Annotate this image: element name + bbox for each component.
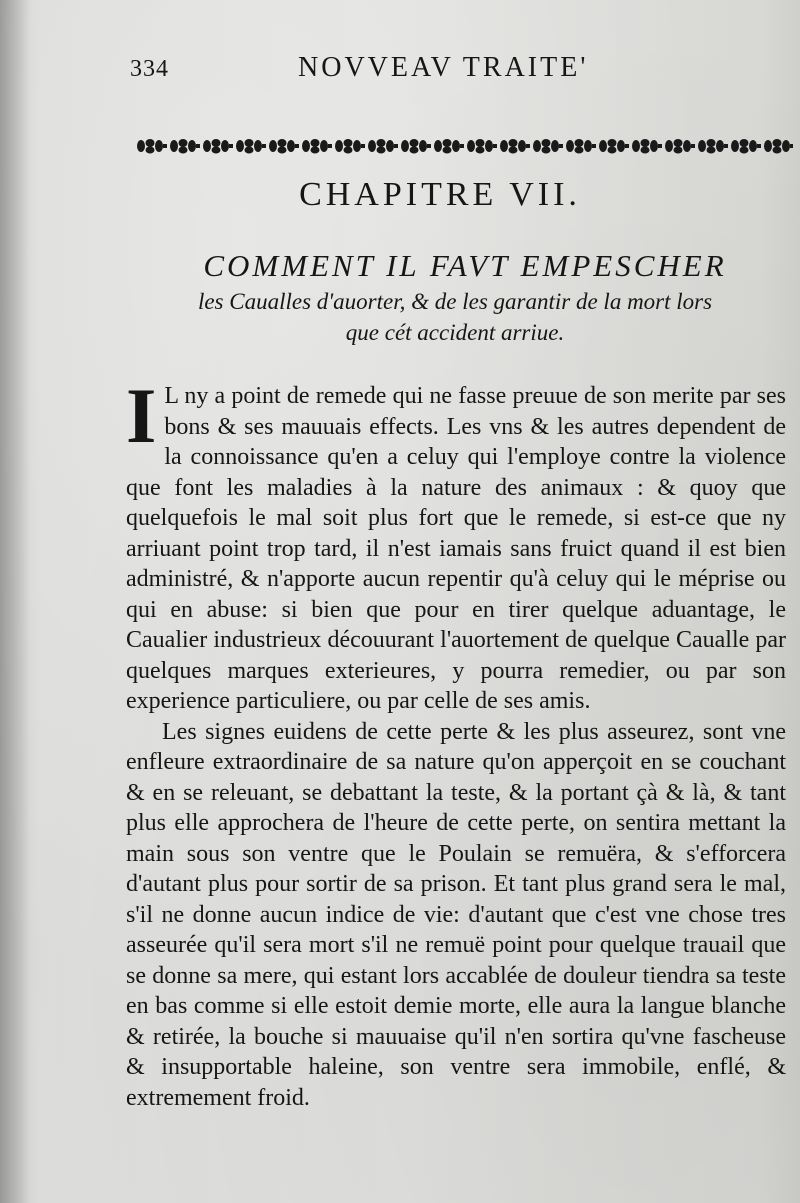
fleuron-icon [269, 139, 299, 154]
fleuron-icon [500, 139, 530, 154]
subtitle-line-2: les Caualles d'auorter, & de les garantir de la mort lors [197, 289, 713, 314]
fleuron-icon [665, 139, 695, 154]
drop-cap: I [126, 372, 157, 459]
fleuron-icon [599, 139, 629, 154]
fleuron-icon [401, 139, 431, 154]
fleuron-icon [467, 139, 497, 154]
fleuron-icon [764, 139, 793, 154]
body-text [126, 372, 786, 1113]
fleuron-icon [533, 139, 563, 154]
paragraph-2: Les signes euidens de cette perte & les plus asseurez, sont vne enfleure extraordinaire de sa nature qu'on apperçoit en se couchant & en se releuant, se debattant la teste, & la portant çà & là, & tant plus elle approchera de l'heure de cette perte, on sentira mettant la main sous son ventre que le Poulain se remuëra, & s'efforcera d'autant plus pour sortir de sa prison. Et tant plus grand sera le mal, s'il ne donne aucun indice de vie: d'autant que c'est vne chose tres asseurée qu'il sera mort s'il ne remuë point pour quelque trauail que se donne sa mere, qui estant lors accablée de douleur tiendra sa teste en bas comme si elle estoit demie morte, elle aura la langue blanche & retirée, la bouche si mauuaise qu'il n'en sortira qu'vne fascheuse & insupportable haleine, son ventre sera immobile, enflé, & extremement froid. [126, 718, 786, 1111]
fleuron-icon [566, 139, 596, 154]
fleuron-icon [236, 139, 266, 154]
fleuron-icon [632, 139, 662, 154]
subtitle-line-1: COMMENT IL FAVT EMPESCHER [203, 248, 727, 283]
fleuron-icon [203, 139, 233, 154]
running-head [0, 50, 800, 90]
running-title: NOVVEAV TRAITE' [298, 52, 589, 83]
fleuron-icon [731, 139, 761, 154]
fleuron-icon [335, 139, 365, 154]
ornamental-band-icon [133, 134, 793, 158]
paragraph-1-text: L ny a point de remede qui ne fasse preuue de son merite par ses bons & ses mauuais effects. Les vns & les autres dependent de la connoissance qu'en a celuy qui l'employe contre la violence que font les maladies à la nature des animaux : & quoy que quelquefois le mal soit plus fort que le remede, si est-ce que ny arriuant point trop tard, il n'est iamais sans fruict quand il est bien administré, & n'apporte aucun repentir qu'à celuy qui le méprise ou qui en abuse: si bien que pour en tirer quelque aduantage, le Caualier industrieux découurant l'auortement de quelque Caualle par quelques marques exterieures, y pourra remedier, ou par son experience particuliere, ou par celle de ses amis. [126, 383, 786, 714]
chapter-title: CHAPITRE VII. [299, 176, 581, 213]
paragraph-1 [126, 372, 786, 717]
fleuron-icon [368, 139, 398, 154]
fleuron-icon [170, 139, 200, 154]
fleuron-icon [137, 139, 167, 154]
fleuron-icon [434, 139, 464, 154]
page-number: 334 [130, 56, 169, 82]
subtitle-line-3: que cét accident arriue. [345, 320, 565, 345]
fleuron-icon [698, 139, 728, 154]
fleuron-icon [302, 139, 332, 154]
chapter-subtitle [110, 246, 800, 348]
